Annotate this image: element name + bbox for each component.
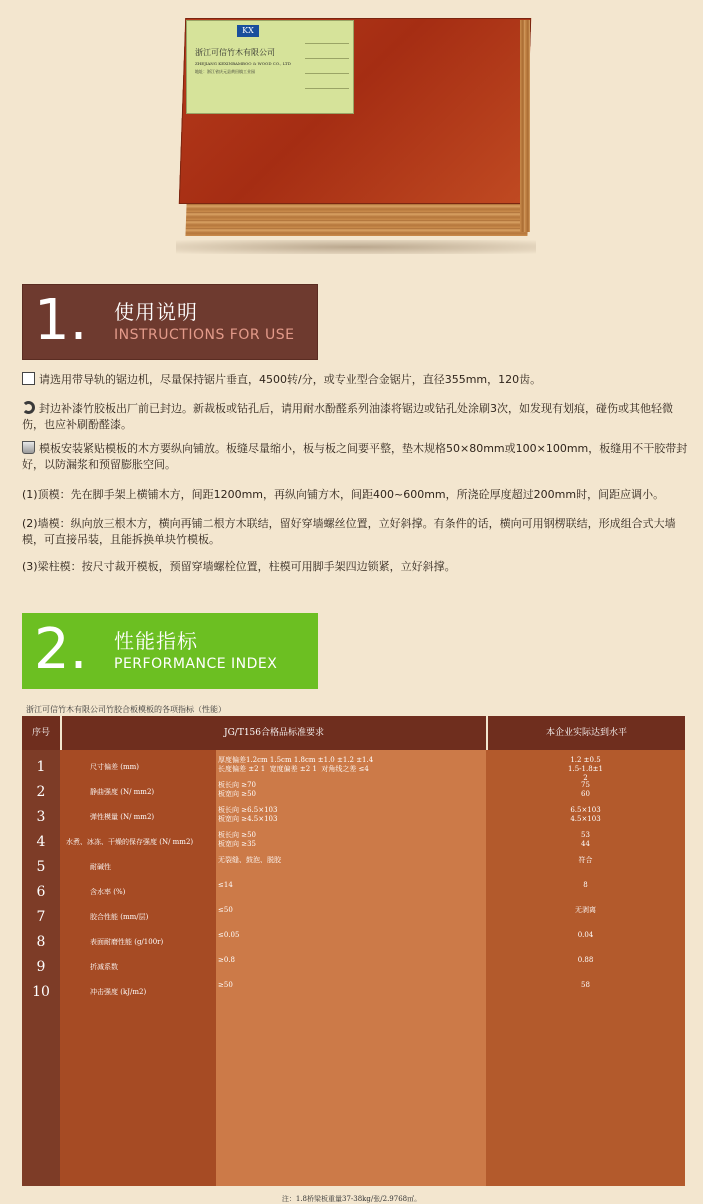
instruction-paragraph: (3)梁柱模：按尺寸裁开模板，预留穿墙螺栓位置，柱模可用脚手架四边锁紧，立好斜撑。 xyxy=(22,560,456,573)
row-item-name: 水煮、冰冻、干燥的保存强度 (N/ mm2) xyxy=(66,838,194,846)
row-item-name: 弹性模量 (N/ mm2) xyxy=(90,813,155,821)
section-title-cn: 性能指标 xyxy=(114,629,198,653)
instruction-paragraph: (1)顶模：先在脚手架上横铺木方，间距1200mm，再纵向铺方木，间距400~600mm，所浇砼厚度超过200mm时，间距应调小。 xyxy=(22,488,665,501)
section-banner-performance xyxy=(22,613,318,689)
board-edge xyxy=(185,204,528,236)
label-address: 地址：浙江省庆元县黄田镇工业园 xyxy=(195,69,255,74)
table-row xyxy=(22,856,685,881)
instruction-paragraph: (2)墙模：纵向放三根木方，横向再铺二根方木联结，留好穿墙螺丝位置，立好斜撑。有条件的话，横向可用钢楞联结，形成组合式大墙模，可直接吊装，且能拆换单块竹模板。 xyxy=(22,517,676,546)
table-row xyxy=(22,956,685,981)
row-number: 3 xyxy=(36,809,46,825)
row-standard: ≤0.05 xyxy=(218,931,240,939)
row-actual: 0.88 xyxy=(577,956,594,964)
row-standard: ≤14 xyxy=(218,881,233,889)
label-company-name: 浙江可信竹木有限公司 xyxy=(195,48,275,57)
header-seq: 序号 xyxy=(31,728,50,738)
row-standard: 板长向 ≥6.5×103 板宽向 ≥4.5×103 xyxy=(218,806,278,823)
row-actual: 符合 xyxy=(578,856,593,864)
row-number: 4 xyxy=(36,834,46,850)
row-item-name: 静曲强度 (N/ mm2) xyxy=(90,788,155,796)
label-fields xyxy=(305,29,349,89)
product-label xyxy=(186,20,354,114)
table-header xyxy=(22,716,685,750)
board-edge-right xyxy=(520,20,530,232)
row-number: 2 xyxy=(36,784,46,800)
row-actual: 6.5×103 4.5×103 xyxy=(570,806,601,823)
table-row xyxy=(22,831,685,856)
instruction-paragraph: 模板安装紧贴模板的木方要纵向铺放。板缝尽量缩小，板与板之间要平整，垫木规格50×80mm或100×100mm，板缝用不干胶带封好，以防漏浆和预留膨胀空间。 xyxy=(22,442,688,471)
row-standard: 厚度偏差1.2cm 1.5cm 1.8cm ±1.0 ±1.2 ±1.4 长度偏差 ±2 1 宽度偏差 ±2 1 对角线之差 ≤4 xyxy=(218,756,374,773)
row-number: 10 xyxy=(32,984,50,1000)
row-number: 9 xyxy=(36,959,46,975)
row-item-name: 胶合性能 (mm/层) xyxy=(90,913,149,921)
performance-table xyxy=(22,716,685,1186)
table-row xyxy=(22,906,685,931)
section-title-en: INSTRUCTIONS FOR USE xyxy=(114,327,295,343)
row-actual: 0.04 xyxy=(577,931,594,939)
row-standard: ≤50 xyxy=(218,906,233,914)
row-item-name: 含水率 (%) xyxy=(90,888,126,896)
section-title-en: PERFORMANCE INDEX xyxy=(114,656,278,672)
table-row xyxy=(22,756,685,781)
table-row xyxy=(22,781,685,806)
row-standard: ≥0.8 xyxy=(218,956,235,964)
section-banner-instructions xyxy=(22,284,318,360)
table-title: 浙江可信竹木有限公司竹胶合板模板的各项指标（性能） xyxy=(26,705,226,714)
row-actual: 8 xyxy=(583,881,588,889)
row-item-name: 冲击强度 (kJ/m2) xyxy=(90,988,147,996)
label-company-en: ZHEJIANG KEXINBAMBOO & WOOD CO., LTD xyxy=(195,61,291,66)
row-actual: 无剥离 xyxy=(575,906,596,914)
section-number: 1. xyxy=(34,288,88,353)
table-row xyxy=(22,881,685,906)
row-actual: 53 44 xyxy=(581,831,590,848)
table-row xyxy=(22,806,685,831)
label-logo: KX xyxy=(237,25,259,37)
row-number: 1 xyxy=(36,759,46,775)
bucket-icon xyxy=(22,441,35,454)
row-item-name: 尺寸偏差 (mm) xyxy=(90,763,139,771)
row-actual: 58 xyxy=(581,981,590,989)
instruction-paragraph: 请选用带导轨的锯边机，尽量保持锯片垂直，4500转/分，或专业型合金锯片，直径355mm，120齿。 xyxy=(22,372,690,388)
row-standard: 板长向 ≥50 板宽向 ≥35 xyxy=(218,831,256,848)
section-title-cn: 使用说明 xyxy=(114,300,198,324)
row-number: 7 xyxy=(36,909,46,925)
section-number: 2. xyxy=(34,617,88,682)
row-item-name: 耐碱性 xyxy=(90,863,111,871)
row-actual: 1.2 ±0.5 1.5-1.8±1 2 xyxy=(568,756,603,782)
row-actual: 75 60 xyxy=(581,781,590,798)
header-standard: JG/T156合格品标准要求 xyxy=(223,728,324,738)
instruction-paragraph: 封边补漆竹胶板出厂前已封边。新裁板或钻孔后，请用耐水酚醛系列油漆将锯边或钻孔处涂刷3次，如发现有划痕，碰伤或其他轻微伤，也应补刷酚醛漆。 xyxy=(22,402,673,431)
brush-icon xyxy=(22,401,35,414)
document-icon xyxy=(22,372,35,385)
row-number: 8 xyxy=(36,934,46,950)
row-item-name: 表面耐磨性能 (g/100r) xyxy=(90,938,164,946)
row-standard: ≥50 xyxy=(218,981,233,989)
table-row xyxy=(22,981,685,1006)
row-number: 5 xyxy=(36,859,46,875)
row-number: 6 xyxy=(36,884,46,900)
header-actual: 本企业实际达到水平 xyxy=(545,728,627,738)
row-item-name: 折减系数 xyxy=(90,963,118,971)
board-shadow xyxy=(176,240,536,254)
table-note: 注：1.8桥梁板重量37-38kg/张/2.9768㎡。 xyxy=(281,1195,422,1203)
table-row xyxy=(22,931,685,956)
product-photo xyxy=(168,8,540,260)
row-standard: 板长向 ≥70 板宽向 ≥50 xyxy=(218,781,256,798)
row-standard: 无裂缝、鼓泡、脱胶 xyxy=(218,856,281,864)
table-body xyxy=(22,756,685,1006)
